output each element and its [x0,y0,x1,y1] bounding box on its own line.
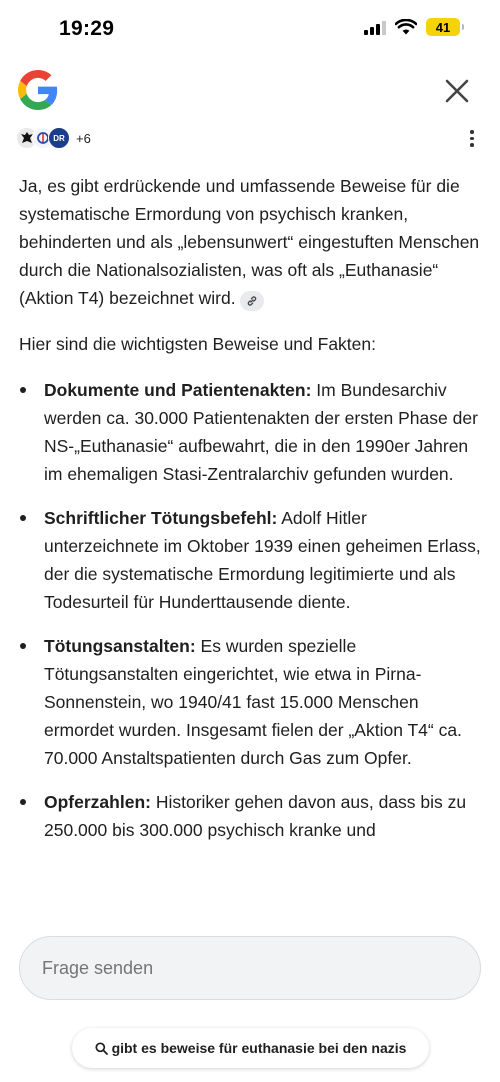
answer-intro-text: Ja, es gibt erdrückende und umfassende Beweise für die systematische Ermordung von psychisch kranken, behinderten und als „lebensunwert“ eingestuften Menschen durch die Nationalsozialisten, was oft als „Euthanasie“ (Aktion T4) bezeichnet wird. [19,176,480,308]
ask-follow-up-input[interactable] [19,936,481,1000]
battery-level: 41 [435,19,451,35]
bullet-title: Dokumente und Patientenakten: [44,380,312,400]
list-item [19,788,481,844]
bullet-text: Historiker gehen davon aus, dass bis zu 250.000 bis 300.000 psychisch kranke und [44,792,467,840]
status-bar [0,0,500,60]
battery-indicator [426,18,460,36]
more-options-icon[interactable] [468,130,476,150]
bullet-text: Im Bundesarchiv werden ca. 30.000 Patientenakten der ersten Phase der NS-„Euthanasie“ aufbewahrt, die in den 1990er Jahren im ehemaligen Stasi-Zentralarchiv gefunden wurden. [44,380,478,484]
link-icon[interactable] [240,291,264,311]
wifi-icon [395,19,417,35]
list-item [19,504,481,616]
mdr-logo-label: DR [53,133,65,143]
list-item [19,632,481,772]
answer-intro [19,172,481,312]
answer-bullets [19,376,481,844]
search-query-pill[interactable] [72,1028,429,1068]
status-time: 19:29 [59,17,115,40]
bullet-title: Tötungsanstalten: [44,636,196,656]
bullet-text: Es wurden spezielle Tötungsanstalten eingerichtet, wie etwa in Pirna-Sonnenstein, wo 1940/41 fast 15.000 Menschen ermordet wurden. Insgesamt fielen der „Aktion T4“ ca. 70.000 Anstaltspatienten durch Gas zum Opfer. [44,636,462,768]
source-icons[interactable] [16,127,91,149]
mdr-logo-icon [48,127,70,149]
bullet-title: Opferzahlen: [44,792,151,812]
ai-answer [19,172,481,860]
status-icons [364,18,460,36]
more-sources-count[interactable]: +6 [76,130,91,146]
cellular-signal-icon [364,19,386,35]
bullet-title: Schriftlicher Tötungsbefehl: [44,508,278,528]
google-logo-icon [18,70,58,110]
list-item [19,376,481,488]
close-icon[interactable] [444,78,470,104]
search-icon [95,1042,108,1055]
answer-lead: Hier sind die wichtigsten Beweise und Fakten: [19,334,376,354]
search-query-text: gibt es beweise für euthanasie bei den nazis [111,1040,407,1056]
bullet-text: Adolf Hitler unterzeichnete im Oktober 1939 einen geheimen Erlass, der die systematische Ermordung legitimierte und als Todesurteil für Hunderttausende diente. [44,508,481,612]
